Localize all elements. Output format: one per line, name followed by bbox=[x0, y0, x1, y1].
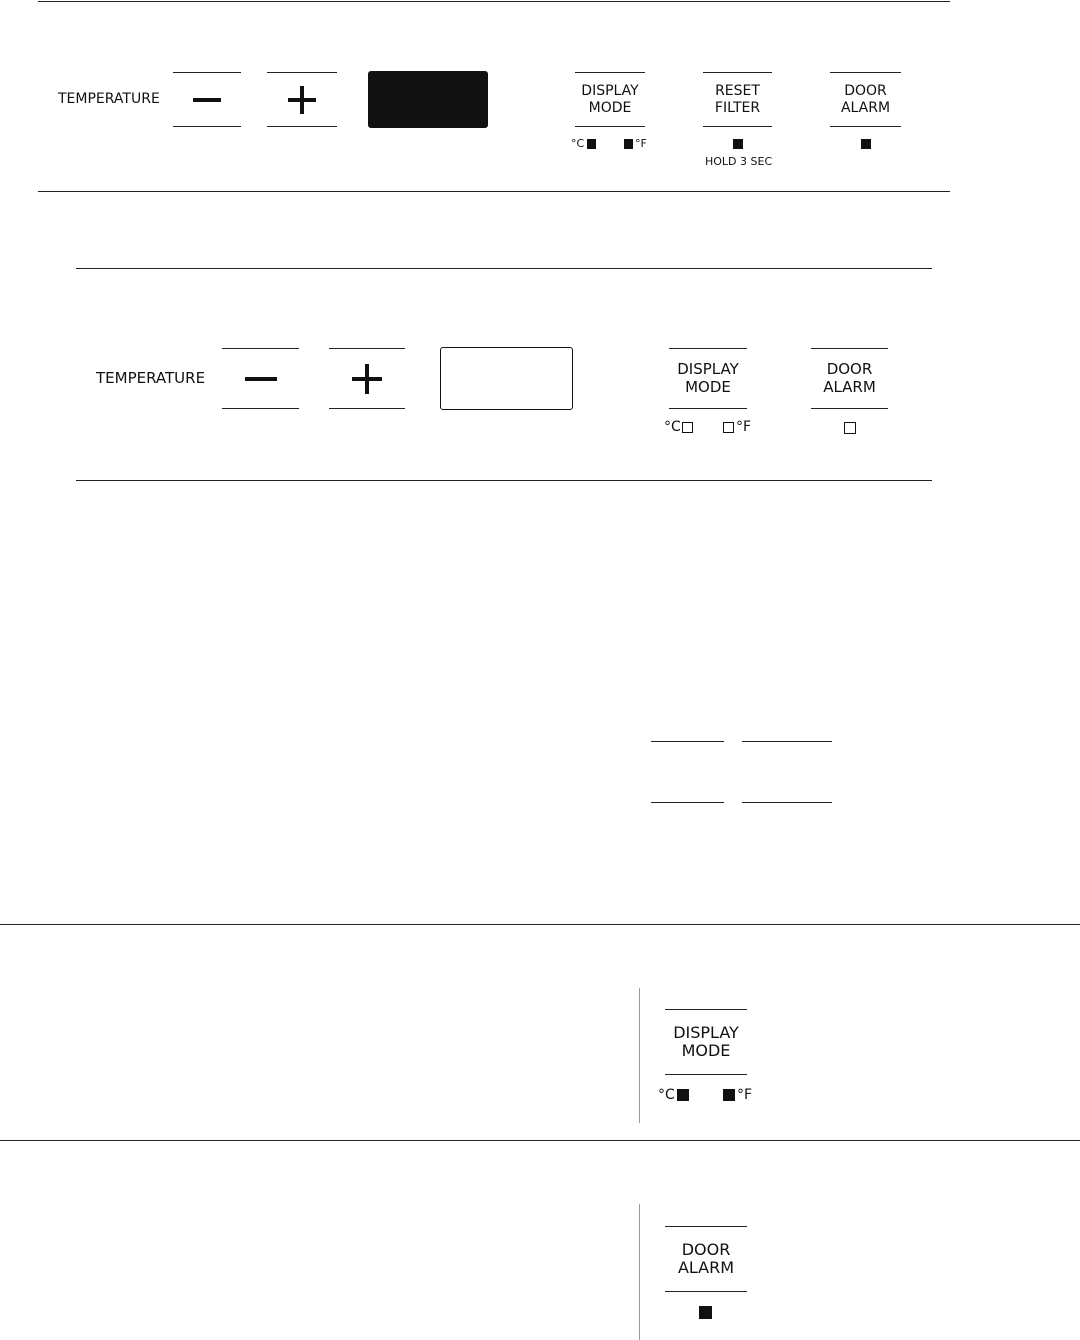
panel1-reset-filter-button[interactable] bbox=[703, 72, 772, 127]
door-alarm-label-line1: DOOR bbox=[826, 360, 873, 379]
panel2-door-alarm-button[interactable] bbox=[811, 348, 888, 409]
panel2-celsius-label: °C bbox=[664, 419, 681, 435]
door-alarm-label-line2: ALARM bbox=[823, 377, 876, 396]
blank-button-left[interactable] bbox=[651, 741, 724, 803]
plus-icon bbox=[288, 86, 316, 114]
display-mode-label-line1: DISPLAY bbox=[677, 360, 739, 379]
section-alarm-top-rule bbox=[0, 1140, 1080, 1141]
section-display-celsius-label: °C bbox=[658, 1087, 675, 1103]
panel1-alarm-indicator bbox=[861, 139, 871, 149]
panel1-temperature-display bbox=[368, 71, 488, 128]
panel2-top-rule bbox=[76, 268, 932, 269]
blank-button-right[interactable] bbox=[742, 741, 832, 803]
panel1-top-rule bbox=[38, 1, 950, 2]
door-alarm-label-line1: DOOR bbox=[844, 83, 887, 100]
panel1-minus-button[interactable] bbox=[173, 72, 241, 127]
panel2-temperature-display bbox=[440, 347, 573, 410]
panel2-minus-button[interactable] bbox=[222, 348, 299, 409]
panel2-display-mode-button[interactable] bbox=[669, 348, 747, 409]
reset-filter-label-line2: FILTER bbox=[714, 99, 761, 116]
panel2-fahrenheit-indicator bbox=[723, 422, 734, 433]
panel1-hold-text: HOLD 3 SEC bbox=[705, 155, 773, 168]
display-mode-label-line1: DISPLAY bbox=[581, 83, 639, 100]
section-display-divider bbox=[639, 988, 640, 1123]
section-display-mode-button[interactable] bbox=[665, 1009, 747, 1075]
section-alarm-divider bbox=[639, 1204, 640, 1340]
section-alarm-indicator bbox=[699, 1306, 712, 1319]
panel1-door-alarm-button[interactable] bbox=[830, 72, 901, 127]
display-mode-label-line2: MODE bbox=[588, 99, 632, 116]
display-mode-label-line2: MODE bbox=[681, 1041, 731, 1060]
reset-filter-label-line1: RESET bbox=[715, 83, 760, 100]
panel1-fahrenheit-indicator bbox=[624, 139, 633, 149]
panel2-plus-button[interactable] bbox=[329, 348, 405, 409]
plus-icon bbox=[352, 364, 382, 394]
panel1-plus-button[interactable] bbox=[267, 72, 337, 127]
door-alarm-label-line2: ALARM bbox=[840, 99, 891, 116]
section-display-fahrenheit-indicator bbox=[723, 1089, 735, 1101]
section-door-alarm-button[interactable] bbox=[665, 1226, 747, 1292]
panel1-celsius-label: °C bbox=[571, 137, 585, 150]
door-alarm-label-line1: DOOR bbox=[681, 1239, 731, 1259]
panel2-fahrenheit-label: °F bbox=[736, 419, 752, 435]
panel1-fahrenheit-label: °F bbox=[635, 137, 647, 150]
section-display-top-rule bbox=[0, 924, 1080, 925]
minus-icon bbox=[193, 98, 221, 102]
panel2-temperature-label: TEMPERATURE bbox=[96, 369, 206, 387]
section-display-fahrenheit-label: °F bbox=[737, 1087, 753, 1103]
section-display-celsius-indicator bbox=[677, 1089, 689, 1101]
display-mode-label-line2: MODE bbox=[685, 377, 731, 396]
minus-icon bbox=[245, 377, 277, 381]
panel1-celsius-indicator bbox=[587, 139, 596, 149]
door-alarm-label-line2: ALARM bbox=[677, 1258, 735, 1277]
panel1-display-mode-button[interactable] bbox=[575, 72, 645, 127]
panel2-alarm-indicator bbox=[844, 422, 856, 434]
panel1-temperature-label: TEMPERATURE bbox=[58, 91, 160, 107]
display-mode-label-line1: DISPLAY bbox=[673, 1022, 739, 1042]
panel1-bottom-rule bbox=[38, 191, 950, 192]
panel2-celsius-indicator bbox=[682, 422, 693, 433]
panel1-filter-indicator bbox=[733, 139, 743, 149]
panel2-bottom-rule bbox=[76, 480, 932, 481]
